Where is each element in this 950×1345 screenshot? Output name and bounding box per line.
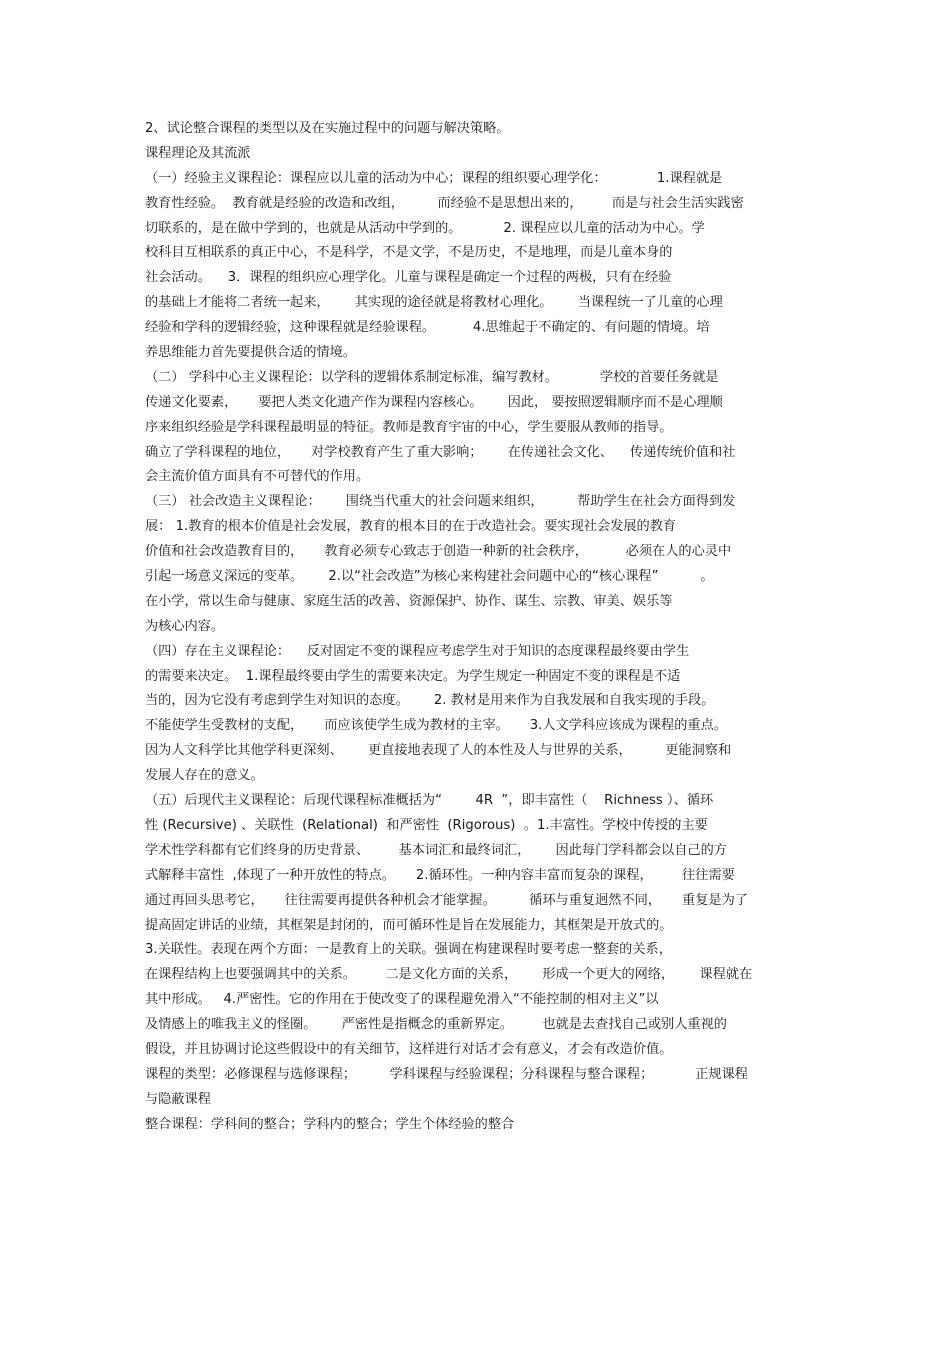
text-line: 展： 1.教育的根本价值是社会发展，教育的根本目的在于改造社会。要实现社会发展的教育 — [145, 519, 677, 535]
text-line: 教育性经验。 教育就是经验的改造和改组， 而经验不是思想出来的， 而是与社会生活实践密 — [145, 195, 744, 211]
text-line: 3.关联性。表现在两个方面：一是教育上的关联。强调在构建课程时要考虑一整套的关系， — [145, 942, 672, 958]
text-line: 的需要来决定。 1.课程最终要由学生的需要来决定。为学生规定一种固定不变的课程是不适 — [145, 668, 681, 684]
text-line: 式解释丰富性 ,体现了一种开放性的特点。 2.循环性。一种内容丰富而复杂的课程， 往往需要 — [145, 867, 735, 883]
text-line: 及情感上的唯我主义的怪圈。 严密性是指概念的重新界定。 也就是去查找自己或别人重视的 — [145, 1017, 727, 1033]
document-body — [145, 117, 805, 1138]
text-line: 因为人文科学比其他学科更深刻、 更直接地表现了人的本性及人与世界的关系， 更能洞察和 — [145, 743, 732, 759]
text-line: 与隐蔽课程 — [145, 1091, 211, 1107]
text-line: 养思维能力首先要提供合适的情境。 — [145, 345, 356, 361]
text-line: 引起一场意义深远的变革。 2.以“社会改造”为核心来构建社会问题中心的“核心课程” 。 — [145, 569, 714, 585]
text-line: 序来组织经验是学科课程最明显的特征。教师是教育宇宙的中心，学生要服从教师的指导。 — [145, 419, 673, 435]
text-line: 性 (Recursive) 、关联性 (Relational) 和严密性 (Rigorous) 。1.丰富性。学校中传授的主要 — [145, 817, 708, 833]
text-line: 不能使学生受教材的支配， 而应该使学生成为教材的主宰。 3.人文学科应该成为课程的重点。 — [145, 718, 727, 734]
text-line: 通过再回头思考它， 往往需要再提供各种机会才能掌握。 循环与重复迥然不同， 重复是为了 — [145, 892, 748, 908]
text-line: 的基础上才能将二者统一起来， 其实现的途径就是将教材心理化。 当课程统一了儿童的心理 — [145, 295, 723, 311]
text-line: 在课程结构上也要强调其中的关系。 二是文化方面的关系， 形成一个更大的网络， 课程就在 — [145, 967, 753, 983]
text-line: （三） 社会改造主义课程论： 围绕当代重大的社会问题来组织， 帮助学生在社会方面得到发 — [145, 494, 736, 510]
text-line: 社会活动。 3．课程的组织应心理学化。儿童与课程是确定一个过程的两极，只有在经验 — [145, 270, 672, 286]
text-line: （四）存在主义课程论： 反对固定不变的课程应考虑学生对于知识的态度课程最终要由学生 — [145, 643, 690, 659]
text-line: 当的，因为它没有考虑到学生对知识的态度。 2. 教材是用来作为自我发展和自我实现的手段。 — [145, 693, 715, 709]
text-line: 确立了学科课程的地位， 对学校教育产生了重大影响； 在传递社会文化、 传递传统价值和社 — [145, 444, 736, 460]
text-line: 课程的类型：必修课程与选修课程； 学科课程与经验课程；分科课程与整合课程； 正规课程 — [145, 1066, 748, 1082]
text-line: 校科目互相联系的真正中心，不是科学，不是文学，不是历史，不是地理，而是儿童本身的 — [145, 245, 673, 261]
text-line: 整合课程：学科间的整合；学科内的整合；学生个体经验的整合 — [145, 1116, 515, 1132]
text-line: 提高固定讲话的业绩，其框架是封闭的，而可循环性是旨在发展能力，其框架是开放式的。 — [145, 917, 673, 933]
text-line: 会主流价值方面具有不可替代的作用。 — [145, 469, 370, 485]
text-line: （五）后现代主义课程论：后现代课程标准概括为“ 4R ”，即丰富性（ Richness ）、循环 — [145, 793, 714, 809]
text-line: 传递文化要素， 要把人类文化遗产作为课程内容核心。 因此， 要按照逻辑顺序而不是心理顺 — [145, 394, 723, 410]
text-line: 经验和学科的逻辑经验，这种课程就是经验课程。 4.思维起于不确定的、有问题的情境。培 — [145, 320, 710, 336]
text-line: 学术性学科都有它们终身的历史背景、 基本词汇和最终词汇， 因此每门学科都会以自己的方 — [145, 842, 727, 858]
question-heading: 2、试论整合课程的类型以及在实施过程中的问题与解决策略。 — [145, 121, 510, 136]
text-line: 假设，并且协调讨论这些假设中的有关细节，这样进行对话才会有意义，才会有改造价值。 — [145, 1041, 673, 1057]
text-line: 在小学，常以生命与健康、家庭生活的改善、资源保护、协作、谋生、宗教、审美、娱乐等 — [145, 593, 673, 609]
text-line: 为核心内容。 — [145, 618, 225, 634]
text-line: 其中形成。 4.严密性。它的作用在于使改变了的课程避免滑入“不能控制的相对主义”以 — [145, 992, 659, 1008]
section-title: 课程理论及其流派 — [145, 145, 251, 161]
text-line: （二） 学科中心主义课程论：以学科的逻辑体系制定标准，编写教材。 学校的首要任务就是 — [145, 369, 719, 385]
text-line: （一）经验主义课程论：课程应以儿童的活动为中心；课程的组织要心理学化： 1.课程就是 — [145, 170, 723, 186]
text-line: 发展人存在的意义。 — [145, 768, 264, 784]
text-line: 切联系的，是在做中学到的，也就是从活动中学到的。 2. 课程应以儿童的活动为中心。学 — [145, 220, 705, 236]
text-line: 价值和社会改造教育目的， 教育必须专心致志于创造一种新的社会秩序， 必须在人的心灵中 — [145, 544, 732, 560]
